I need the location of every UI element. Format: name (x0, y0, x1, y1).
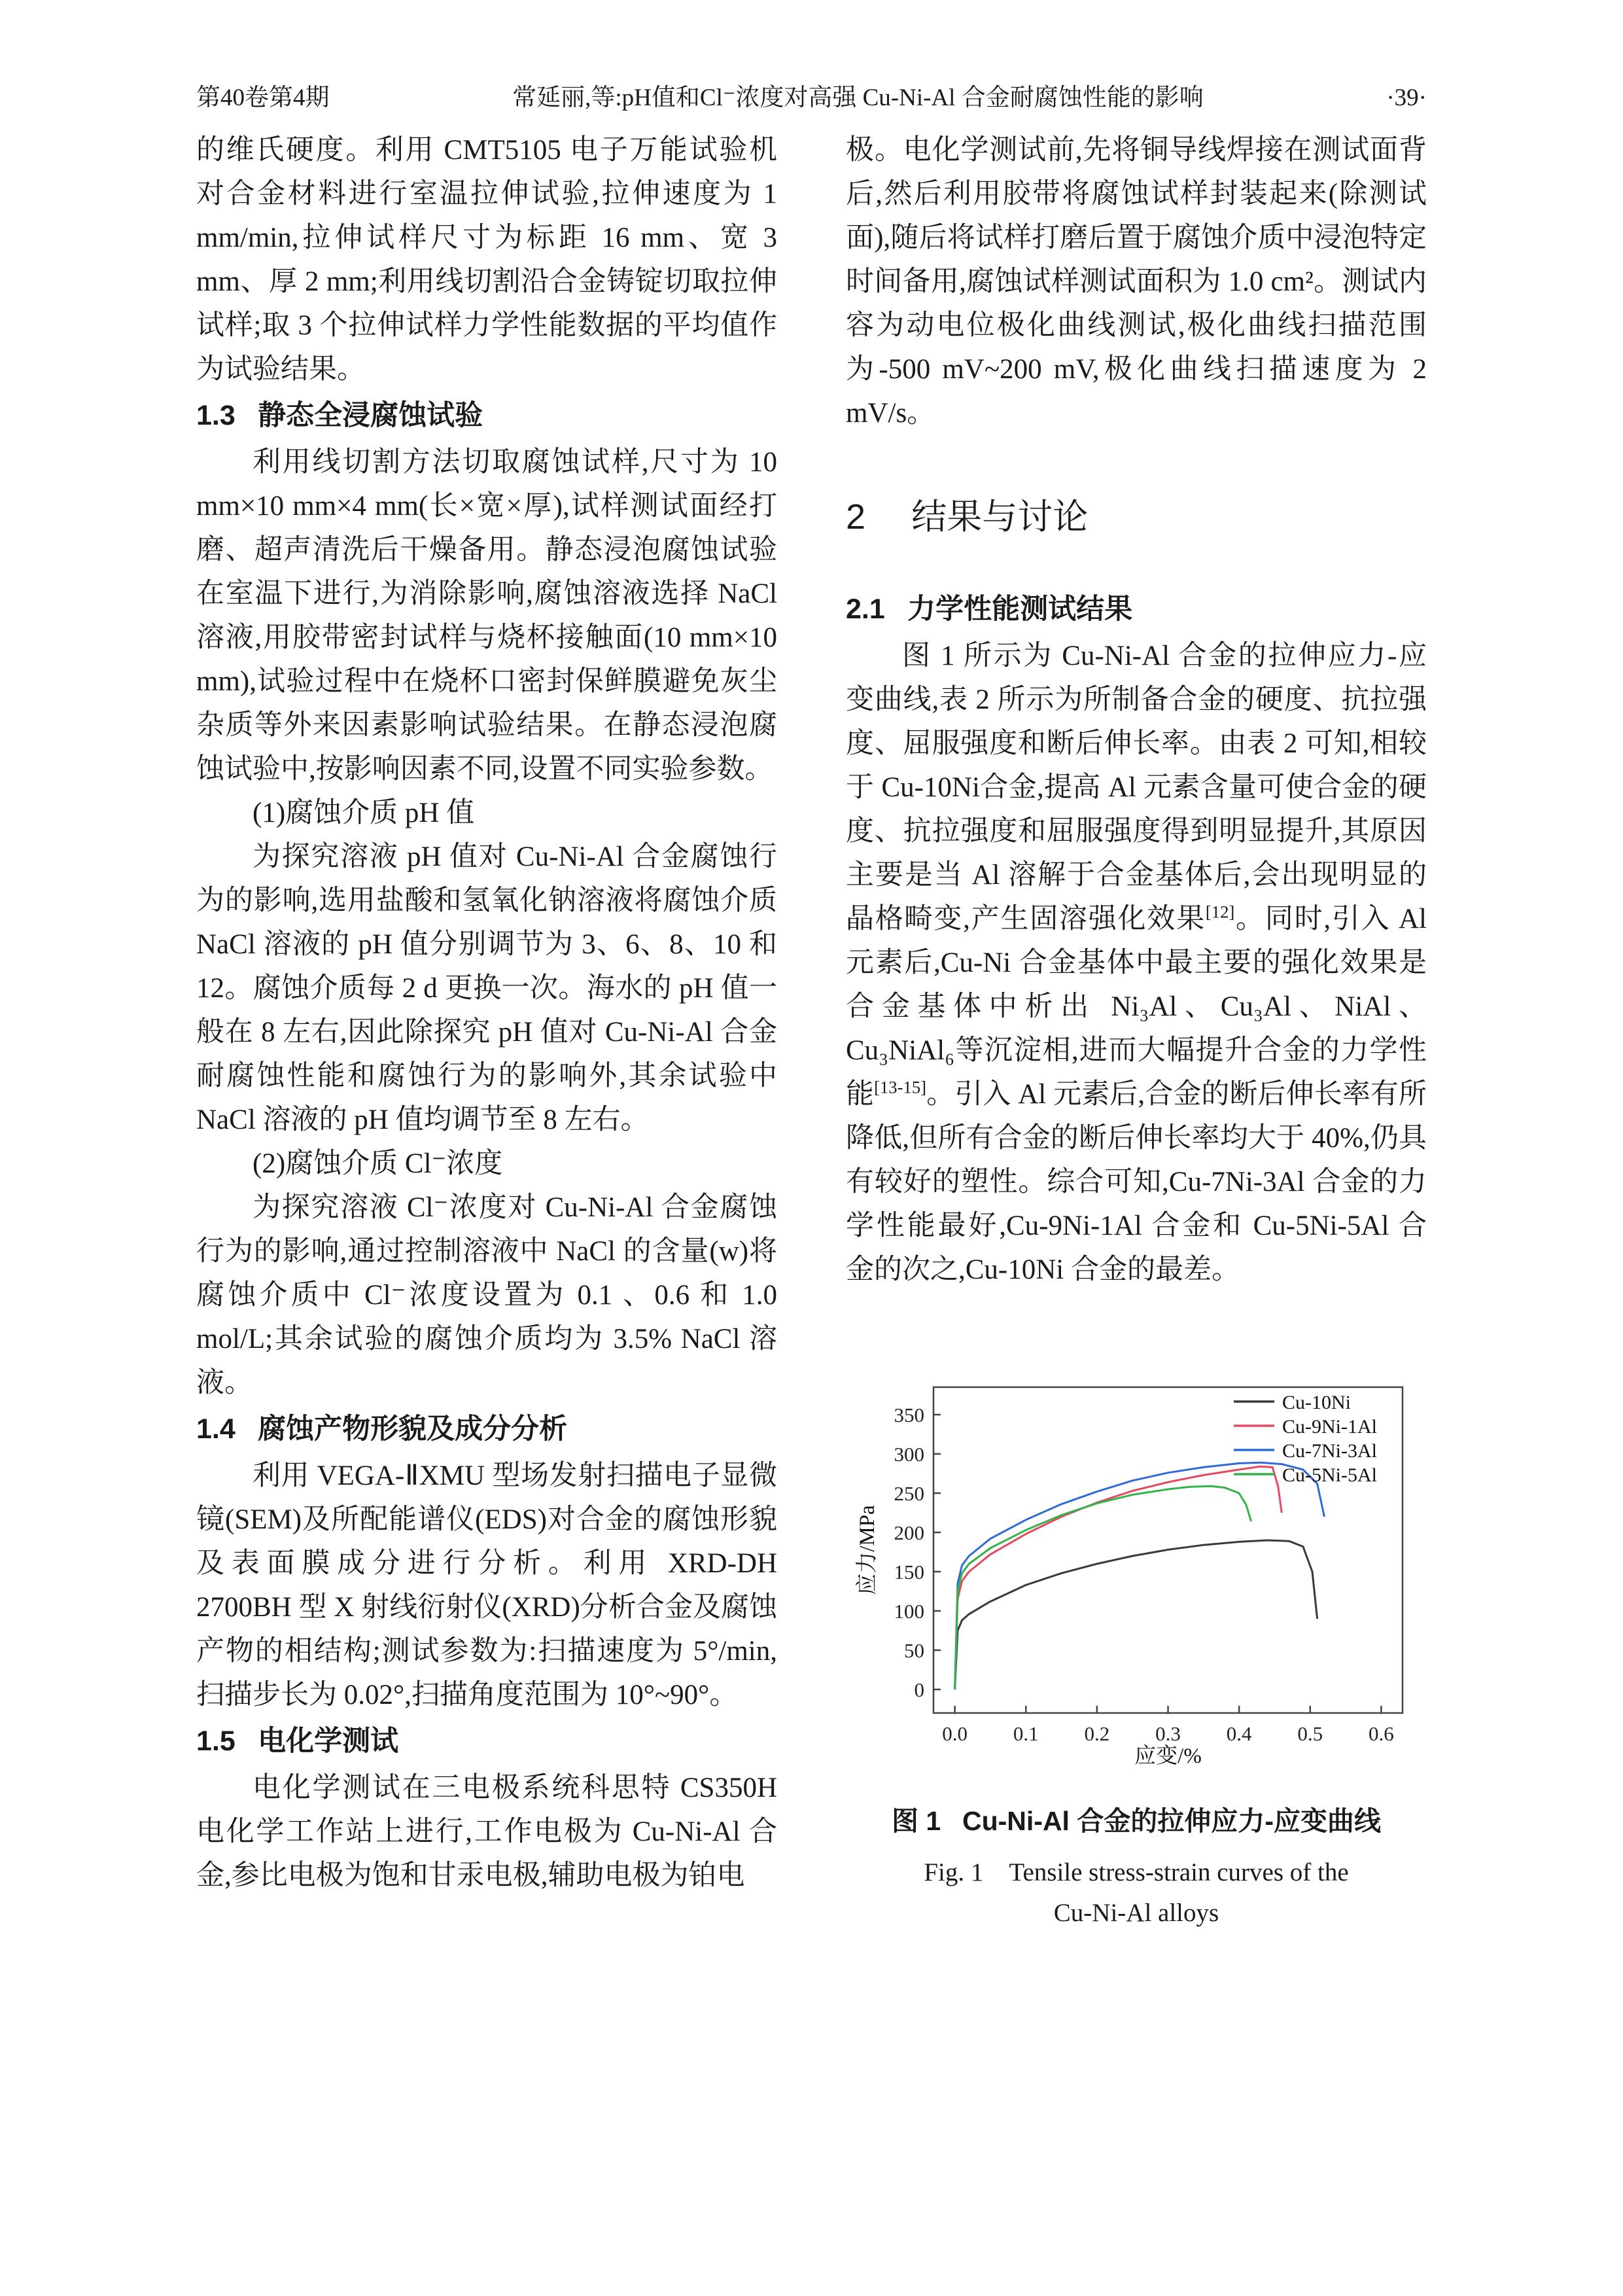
paragraph-sem-xrd: 利用 VEGA-ⅡXMU 型场发射扫描电子显微镜(SEM)及所配能谱仪(EDS)对合金的腐蚀形貌及表面膜成分进行分析。利用 XRD-DH 2700BH 型 X 射线衍射仪(XRD)分析合金及腐蚀产物的相结构;测试参数为:扫描速度为 5°/min,扫描步长为 0.02°,扫描角度范围为 10°~90°。 (196, 1460, 777, 1710)
svg-text:0.1: 0.1 (1013, 1722, 1039, 1745)
section-heading-1-5 (196, 1720, 777, 1763)
section-title: 电化学测试 (258, 1725, 399, 1757)
svg-text:100: 100 (894, 1600, 924, 1623)
section-heading-2 (846, 495, 1427, 539)
svg-text:Cu-7Ni-3Al: Cu-7Ni-3Al (1282, 1440, 1377, 1462)
section-number: 2.1 (846, 593, 885, 625)
svg-text:0.2: 0.2 (1084, 1722, 1110, 1745)
section-number: 1.3 (196, 400, 236, 431)
figure-caption-cn (846, 1799, 1427, 1843)
running-title: 常延丽,等:pH值和Cl⁻浓度对高强 Cu-Ni-Al 合金耐腐蚀性能的影响 (512, 84, 1204, 111)
text-run: 。引入 Al 元素后,合金的断后伸长率有所降低,但所有合金的断后伸长率均大于 40%,仍具有较好的塑性。综合可知,Cu-7Ni-3Al 合金的力学性能最好,Cu-9Ni-1Al 合金和 Cu-5Ni-5Al 合金的次之,Cu-10Ni 合金的最差。 (846, 1079, 1427, 1285)
figure-number: 图 1 (891, 1806, 941, 1836)
section-heading-1-3 (196, 394, 777, 438)
svg-text:Cu-5Ni-5Al: Cu-5Ni-5Al (1282, 1464, 1377, 1486)
citation-ref-12: [12] (1205, 902, 1235, 922)
section-heading-2-1 (846, 588, 1427, 631)
paragraph-vickers-tensile: 的维氏硬度。利用 CMT5105 电子万能试验机对合金材料进行室温拉伸试验,拉伸速度为 1 mm/min,拉伸试样尺寸为标距 16 mm、宽 3 mm、厚 2 mm;利用线切割沿合金铸锭切取拉伸试样;取 3 个拉伸试样力学性能数据的平均值作为试验结果。 (196, 135, 777, 385)
svg-text:350: 350 (894, 1404, 924, 1426)
svg-text:50: 50 (904, 1639, 924, 1662)
paragraph-cl-subhead: (2)腐蚀介质 Cl⁻浓度 (253, 1148, 503, 1179)
section-number: 1.4 (196, 1413, 236, 1445)
svg-text:200: 200 (894, 1521, 924, 1544)
section-number: 1.5 (196, 1725, 236, 1757)
svg-text:0.0: 0.0 (942, 1722, 968, 1745)
svg-text:150: 150 (894, 1561, 924, 1583)
svg-text:250: 250 (894, 1482, 924, 1505)
text-run: 图 1 所示为 Cu-Ni-Al 合金的拉伸应力-应变曲线,表 2 所示为所制备合金的硬度、抗拉强度、屈服强度和断后伸长率。由表 2 可知,相较于 Cu-10Ni合金,提高 Al 元素含量可使合金的硬度、抗拉强度和屈服强度得到明显提升,其原因主要是当 Al 溶解于合金基体后,会出现明显的晶格畸变,产生固溶强化效果 (846, 641, 1427, 934)
paragraph-mechanical-results (846, 634, 1427, 1292)
citation-ref-13-15: [13-15] (874, 1077, 927, 1097)
svg-text:300: 300 (894, 1443, 924, 1466)
section-title: 腐蚀产物形貌及成分分析 (258, 1413, 568, 1445)
svg-text:应变/%: 应变/% (1134, 1744, 1202, 1768)
paragraph-immersion-test: 利用线切割方法切取腐蚀试样,尺寸为 10 mm×10 mm×4 mm(长×宽×厚),试样测试面经打磨、超声清洗后干燥备用。静态浸泡腐蚀试验在室温下进行,为消除影响,腐蚀溶液选择 NaCl 溶液,用胶带密封试样与烧杯接触面(10 mm×10 mm),试验过程中在烧杯口密封保鲜膜避免灰尘杂质等外来因素影响试验结果。在静态浸泡腐蚀试验中,按影响因素不同,设置不同实验参数。 (196, 447, 777, 785)
svg-text:0.6: 0.6 (1369, 1722, 1394, 1745)
paragraph-electrochemical-cont: 极。电化学测试前,先将铜导线焊接在测试面背后,然后利用胶带将腐蚀试样封装起来(除测试面),随后将试样打磨后置于腐蚀介质中浸泡特定时间备用,腐蚀试样测试面积为 1.0 cm²。测试内容为动电位极化曲线测试,极化曲线扫描范围为-500 mV~200 mV,极化曲线扫描速度为 2 mV/s。 (846, 135, 1427, 429)
section-title: 力学性能测试结果 (907, 593, 1133, 625)
paragraph-ph-detail: 为探究溶液 pH 值对 Cu-Ni-Al 合金腐蚀行为的影响,选用盐酸和氢氧化钠溶液将腐蚀介质 NaCl 溶液的 pH 值分别调节为 3、6、8、10 和 12。腐蚀介质每 2 d 更换一次。海水的 pH 值一般在 8 左右,因此除探究 pH 值对 Cu-Ni-Al 合金耐腐蚀性能和腐蚀行为的影响外,其余试验中 NaCl 溶液的 pH 值均调节至 8 左右。 (196, 841, 777, 1135)
section-number: 2 (846, 497, 866, 537)
svg-text:应力/MPa: 应力/MPa (856, 1505, 879, 1595)
section-title: 静态全浸腐蚀试验 (258, 400, 483, 431)
figure-caption-text: Cu-Ni-Al 合金的拉伸应力-应变曲线 (962, 1806, 1381, 1836)
svg-text:0.3: 0.3 (1155, 1722, 1181, 1745)
section-title: 结果与讨论 (911, 497, 1089, 537)
figure-caption-en-line2: Cu-Ni-Al alloys (1053, 1899, 1219, 1927)
paragraph-ph-subhead: (1)腐蚀介质 pH 值 (253, 798, 475, 828)
svg-text:0.4: 0.4 (1226, 1722, 1252, 1745)
page-header (196, 77, 1427, 113)
left-column (196, 128, 777, 1898)
svg-text:Cu-10Ni: Cu-10Ni (1282, 1392, 1351, 1413)
section-heading-1-4 (196, 1407, 777, 1451)
stress-strain-chart (852, 1377, 1421, 1769)
svg-text:Cu-9Ni-1Al: Cu-9Ni-1Al (1282, 1416, 1377, 1438)
page-number: ·39· (1386, 84, 1427, 111)
figure-1 (846, 1377, 1427, 1934)
paragraph-electrochemical: 电化学测试在三电极系统科思特 CS350H 电化学工作站上进行,工作电极为 Cu-Ni-Al 合金,参比电极为饱和甘汞电极,辅助电极为铂电 (196, 1773, 777, 1891)
svg-text:0.5: 0.5 (1297, 1722, 1323, 1745)
figure-caption-en-line1: Fig. 1 Tensile stress-strain curves of the (924, 1858, 1349, 1886)
journal-issue: 第40卷第4期 (196, 84, 330, 111)
paragraph-cl-detail: 为探究溶液 Cl⁻浓度对 Cu-Ni-Al 合金腐蚀行为的影响,通过控制溶液中 NaCl 的含量(w)将腐蚀介质中 Cl⁻浓度设置为 0.1 、0.6 和 1.0 mol/L;其余试验的腐蚀介质均为 3.5% NaCl 溶液。 (196, 1192, 777, 1398)
right-column (846, 128, 1427, 1934)
text-run: 。同时,引入 Al 元素后,Cu-Ni 合金基体中最主要的强化效果是合金基体中析出 Ni₃Al、Cu₃Al、NiAl、Cu₃NiAl₆等沉淀相,进而大幅提升合金的力学性能 (846, 904, 1427, 1110)
svg-text:0: 0 (914, 1678, 924, 1701)
